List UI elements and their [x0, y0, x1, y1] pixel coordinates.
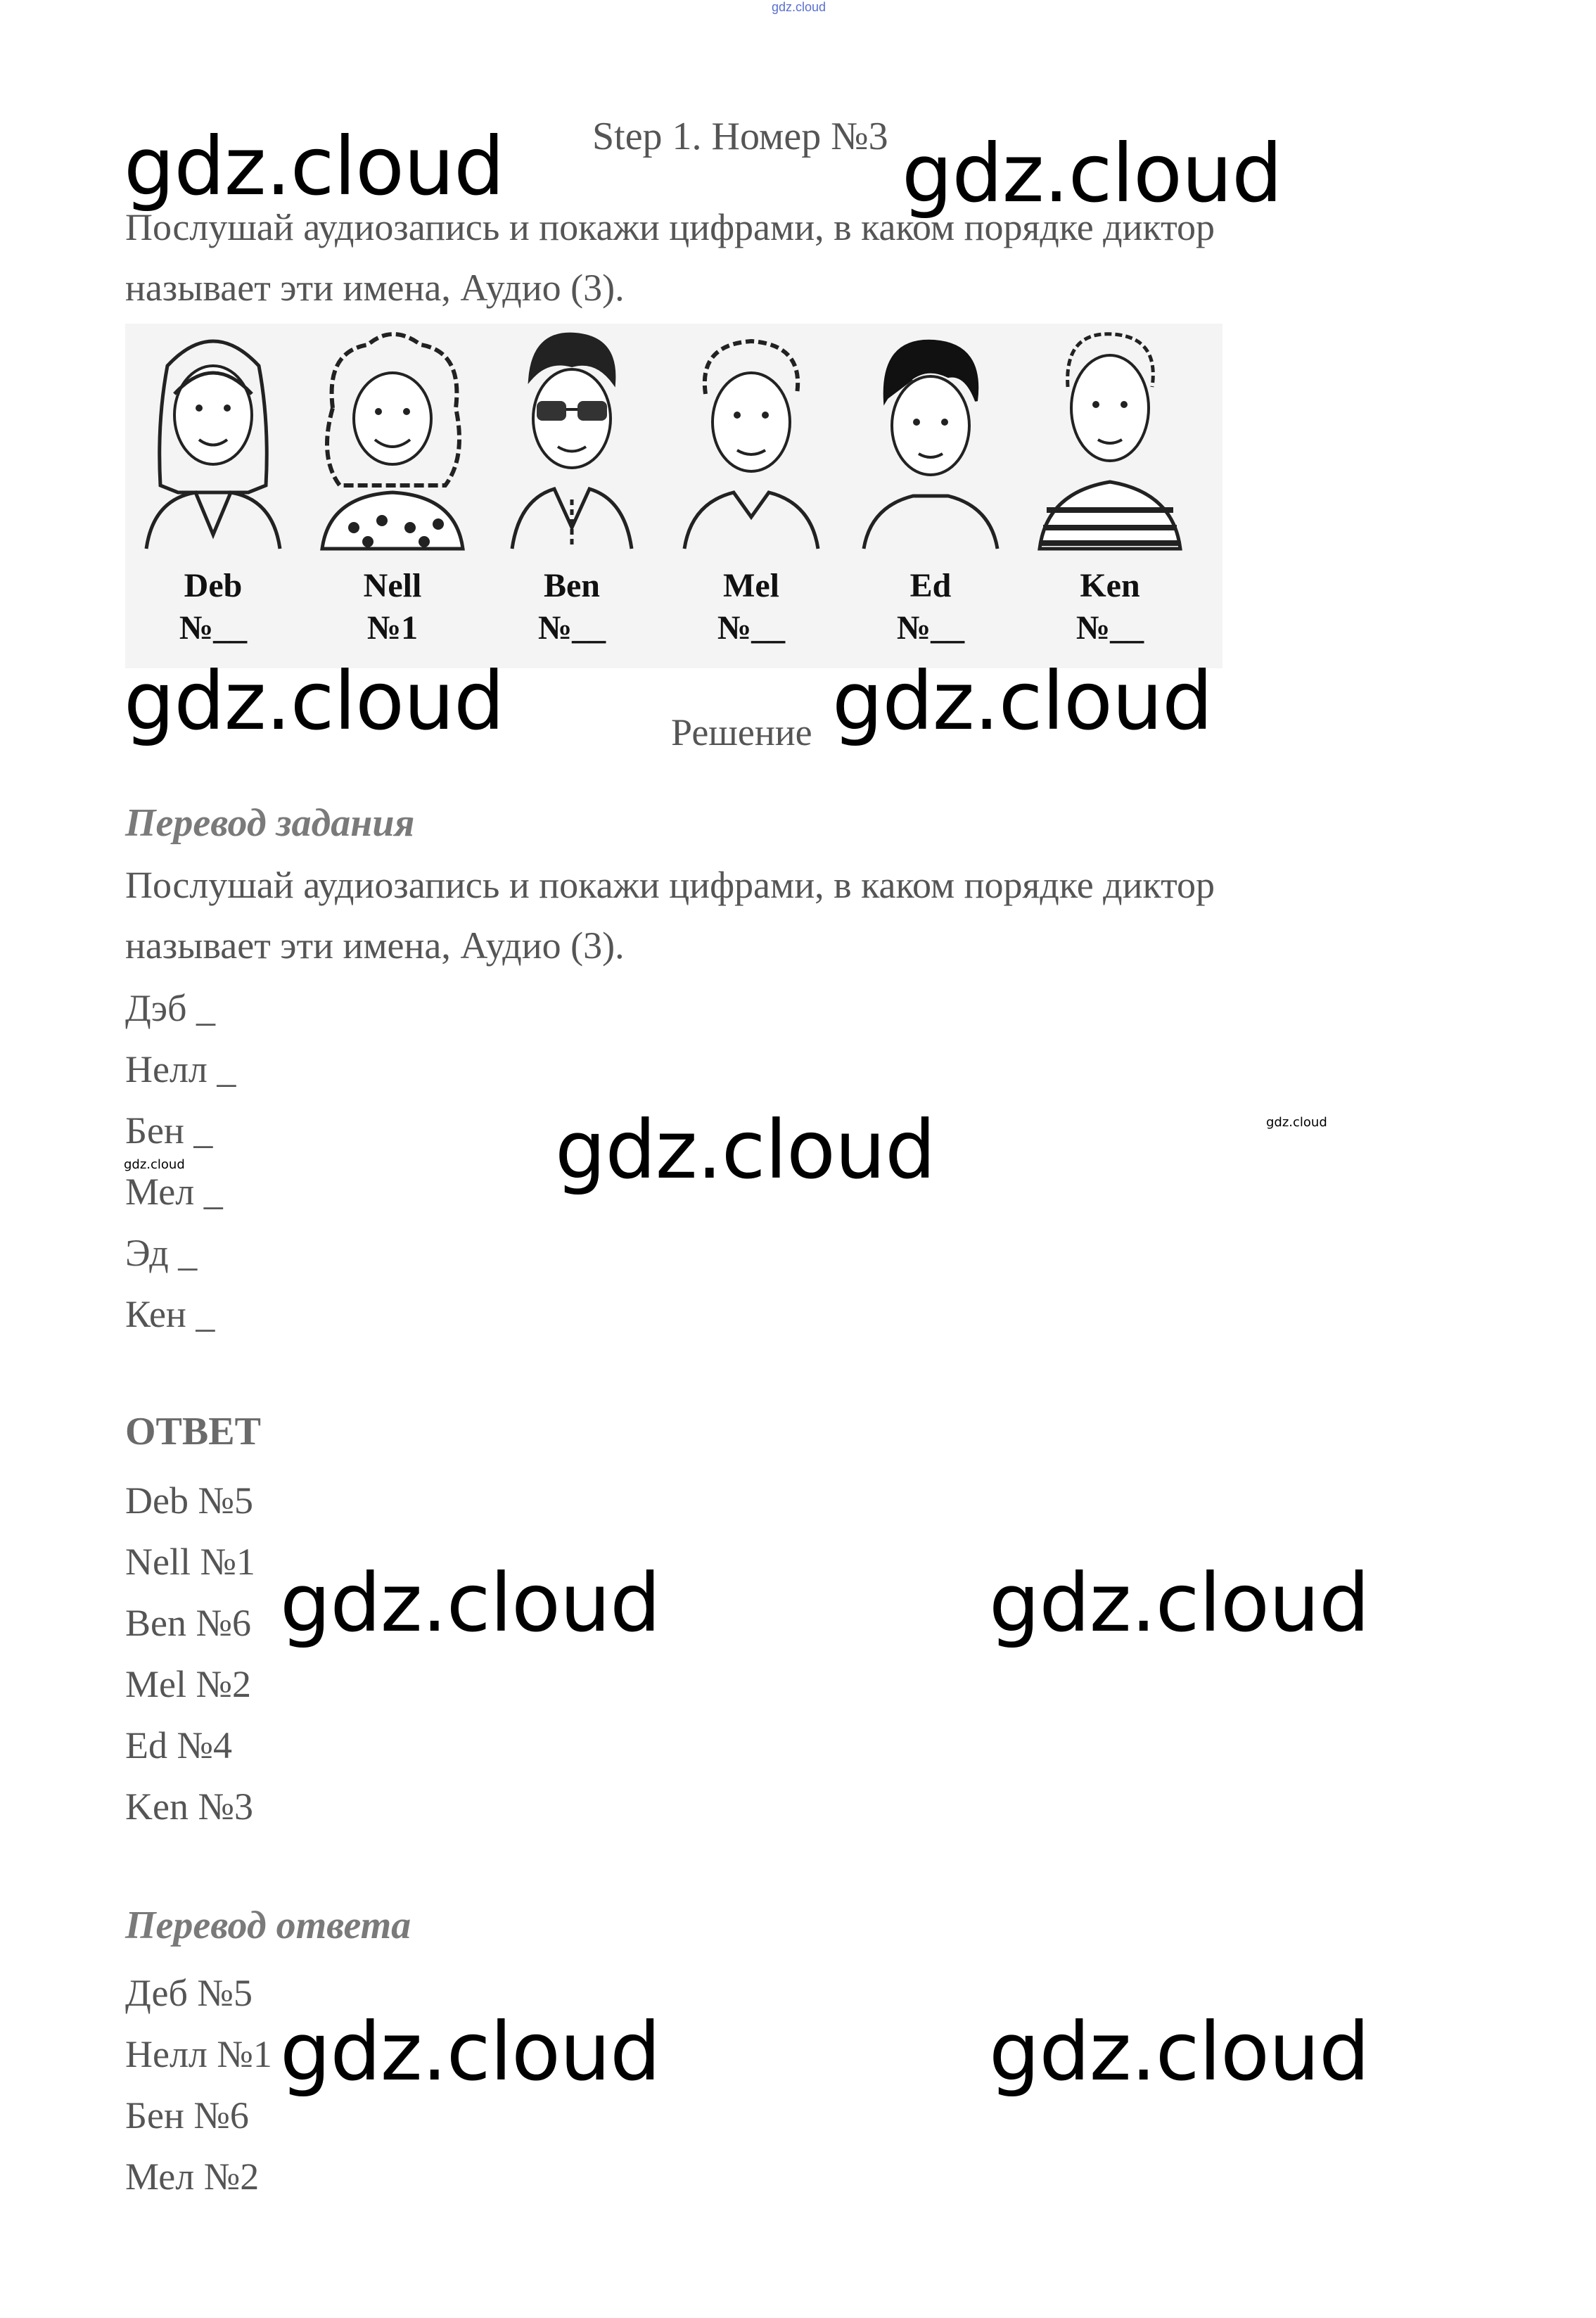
watermark: gdz.cloud — [989, 1556, 1370, 1650]
small-watermark: gdz.cloud — [124, 1157, 185, 1172]
list-item: Мел _ — [125, 1171, 223, 1213]
header-watermark: gdz.cloud — [772, 0, 826, 14]
figure-number: №__ — [896, 609, 965, 647]
figure-name: Deb — [184, 567, 243, 604]
answer-list — [125, 1470, 255, 1838]
list-item: Ben №6 — [125, 1602, 252, 1644]
list-item: Кен _ — [125, 1293, 215, 1335]
list-item: Mel №2 — [125, 1663, 252, 1705]
figure-ken — [1022, 324, 1198, 668]
answer-translation-list — [125, 1963, 272, 2208]
figure-name: Ken — [1080, 567, 1140, 604]
figure-mel — [663, 324, 839, 668]
page-title: Step 1. Номер №3 — [592, 115, 888, 158]
figure-number: №__ — [537, 609, 606, 647]
curly-boy-portrait-icon — [663, 324, 839, 563]
watermark: gdz.cloud — [832, 654, 1213, 748]
dark-hair-boy-portrait-icon — [843, 324, 1019, 563]
answer-heading: ОТВЕТ — [125, 1410, 261, 1453]
list-item: Deb №5 — [125, 1479, 253, 1522]
list-item: Ed №4 — [125, 1724, 233, 1766]
figure-ed — [843, 324, 1019, 668]
figure-name: Nell — [363, 567, 422, 604]
list-item: Бен _ — [125, 1109, 213, 1152]
girl-portrait-icon — [125, 324, 301, 563]
list-item: Мел №2 — [125, 2155, 260, 2198]
list-item: Ken №3 — [125, 1785, 253, 1828]
boy-glasses-portrait-icon — [484, 324, 660, 563]
boy-striped-shirt-portrait-icon — [1022, 324, 1198, 563]
figure-number: №1 — [366, 609, 419, 647]
task-translation-line-1: Послушай аудиозапись и покажи цифрами, в каком порядке диктор — [125, 864, 1215, 906]
figure-number: №__ — [1075, 609, 1144, 647]
watermark: gdz.cloud — [280, 1556, 660, 1650]
watermark: gdz.cloud — [280, 2005, 660, 2099]
small-watermark: gdz.cloud — [1266, 1115, 1327, 1130]
figure-number: №__ — [717, 609, 786, 647]
curly-girl-portrait-icon — [305, 324, 480, 563]
figure-ben — [484, 324, 660, 668]
task-line-1: Послушай аудиозапись и покажи цифрами, в каком порядке диктор — [125, 206, 1215, 248]
watermark: gdz.cloud — [989, 2005, 1370, 2099]
figure-deb — [125, 324, 301, 668]
figure-name: Ed — [909, 567, 952, 604]
list-item: Нелл №1 — [125, 2033, 272, 2075]
list-item: Нелл _ — [125, 1048, 236, 1090]
task-translation-heading: Перевод задания — [125, 801, 415, 845]
task-translation-text — [125, 855, 1391, 976]
task-translation-line-2: называет эти имена, Аудио (3). — [125, 924, 625, 967]
list-item: Эд _ — [125, 1232, 198, 1274]
watermark: gdz.cloud — [124, 654, 504, 748]
list-item: Деб №5 — [125, 1972, 253, 2014]
task-line-2: называет эти имена, Аудио (3). — [125, 267, 625, 309]
watermark: gdz.cloud — [555, 1103, 936, 1197]
list-item: Бен №6 — [125, 2094, 249, 2136]
figure-nell — [305, 324, 480, 668]
answer-translation-heading: Перевод ответа — [125, 1904, 411, 1947]
list-item: Nell №1 — [125, 1541, 255, 1583]
figure-name: Mel — [723, 567, 779, 604]
watermark: gdz.cloud — [902, 127, 1282, 220]
figure-name: Ben — [543, 567, 600, 604]
solution-label: Решение — [671, 711, 812, 753]
list-item: Дэб _ — [125, 987, 215, 1029]
children-illustration — [125, 324, 1222, 668]
figure-number: №__ — [179, 609, 248, 647]
watermark: gdz.cloud — [124, 120, 504, 213]
